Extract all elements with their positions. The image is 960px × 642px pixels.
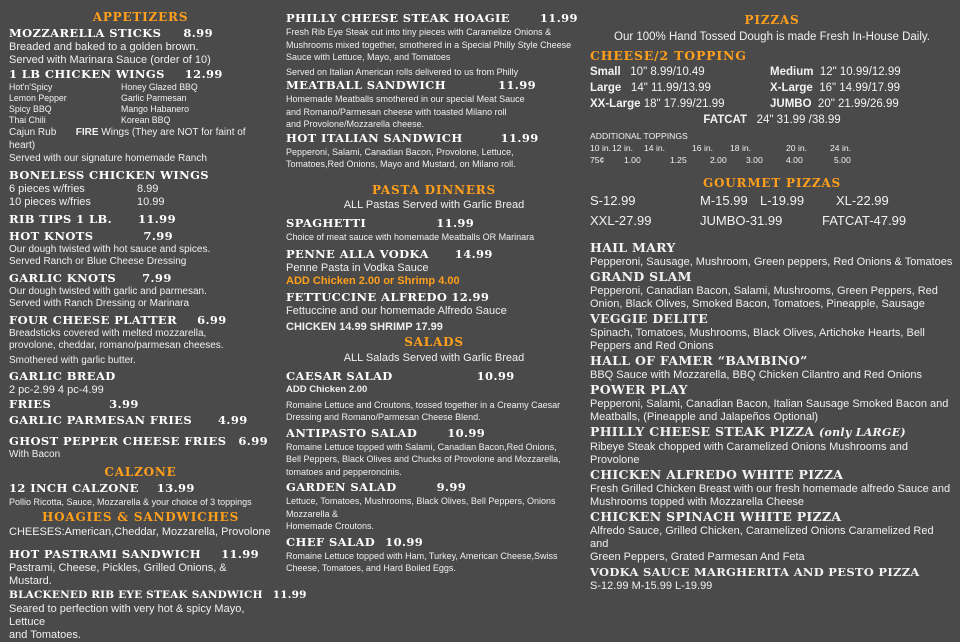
- wing-fire-row: Cajun Rub FIRE Wings (They are NOT for faint of heart): [9, 127, 246, 151]
- section-appetizers: APPETIZERS: [92, 10, 189, 24]
- pizza-chicken-alfredo-white: CHICKEN ALFREDO WHITE PIZZA: [590, 467, 844, 482]
- item-desc: Onion, Black Olives, Smoked Bacon, Tomatoes, Pineapple, Sausage: [590, 298, 925, 310]
- item-desc: BBQ Sauce with Mozzarella, BBQ Chicken Cilantro and Red Onions: [590, 369, 922, 381]
- section-calzone: CALZONE: [104, 464, 177, 479]
- item-desc: Alfredo Sauce, Grilled Chicken, Caramelized Onions Caramelized Red and: [590, 525, 934, 550]
- section-salads: SALADS: [404, 335, 464, 349]
- caesar-add-on: ADD Chicken 2.00: [286, 384, 368, 395]
- item-desc: Mushrooms mixed together, smothered in a Special Philly Style Cheese: [286, 39, 572, 50]
- item-desc: Ribeye Steak chopped with Caramelized Onions Mushrooms and: [590, 441, 908, 453]
- item-garlic-knots: GARLIC KNOTS 7.99: [9, 270, 172, 285]
- item-desc: and Tomatoes.: [9, 629, 81, 641]
- item-desc: Seared to perfection with very hot & spicy Mayo, Lettuce: [9, 603, 245, 628]
- item-fries: FRIES 3.99: [9, 397, 139, 411]
- item-desc: Green Peppers, Grated Parmesan And Feta: [590, 551, 805, 563]
- salads-note: ALL Salads Served with Garlic Bread: [343, 352, 525, 364]
- item-four-cheese-platter: FOUR CHEESE PLATTER 6.99: [9, 312, 227, 327]
- item-desc: Cheese, Tomatoes, and Hard Boiled Eggs.: [286, 563, 456, 573]
- pizza-chicken-spinach-white: CHICKEN SPINACH WHITE PIZZA: [590, 509, 842, 524]
- item-desc: Pepperoni, Canadian Bacon, Salami, Mushrooms, Green Peppers, Red: [590, 285, 938, 297]
- item-garlic-parmesan-fries: GARLIC PARMESAN FRIES 4.99: [9, 413, 248, 427]
- item-desc: Peppers and Red Onions: [590, 340, 714, 352]
- item-rib-eye-sandwich: BLACKENED RIB EYE STEAK SANDWICH 11.99: [9, 589, 307, 601]
- item-mozzarella-sticks: MOZZARELLA STICKS 8.99: [9, 26, 213, 40]
- item-desc: and Romano/Parmesan cheese with toasted Milano roll: [286, 106, 507, 117]
- boneless-10: 10 pieces w/fries 10.99: [9, 195, 165, 208]
- item-boneless-wings: BONELESS CHICKEN WINGS: [9, 167, 209, 182]
- pizza-size-list: [590, 64, 954, 128]
- pasta-note: ALL Pastas Served with Garlic Bread: [343, 198, 525, 211]
- topping-price-row: 75¢ 1.00 1.25 2.00 3.00 4.00 5.00: [590, 155, 851, 165]
- item-desc: Romaine Lettuce and Croutons, tossed together in a Creamy Caesar: [286, 399, 561, 410]
- size-row: XX-Large 18" 17.99/21.99 JUMBO 20" 21.99/26.99: [590, 98, 899, 110]
- item-desc: Pepperoni, Salami, Canadian Bacon, Italian Sausage Smoked Bacon and: [590, 398, 949, 410]
- item-desc: Smothered with garlic butter.: [9, 354, 136, 366]
- item-desc: Pepperoni, Sausage, Mushroom, Green peppers, Red Onions & Tomatoes: [590, 256, 953, 268]
- item-penne-vodka: PENNE ALLA VODKA 14.99: [286, 247, 493, 261]
- item-desc: Served Ranch or Blue Cheese Dressing: [9, 256, 187, 267]
- cheese-options: CHEESES:American,Cheddar, Mozzarella, Provolone: [9, 526, 271, 538]
- item-garden-salad: GARDEN SALAD 9.99: [286, 480, 467, 494]
- item-desc: Breadsticks covered with melted mozzarella,: [9, 327, 207, 339]
- item-desc: Romaine Lettuce topped with Salami, Canadian Bacon,Red Onions,: [286, 441, 557, 452]
- item-desc: S-12.99 M-15.99 L-19.99: [590, 580, 713, 592]
- cheese-topping-heading: CHEESE/2 TOPPING: [590, 48, 747, 63]
- item-desc: Pastrami, Cheese, Pickles, Grilled Onions, & Mustard.: [9, 562, 227, 587]
- item-hot-italian: HOT ITALIAN SANDWICH 11.99: [286, 130, 539, 145]
- item-desc: With Bacon: [9, 449, 61, 460]
- item-desc: Dressing and Romano/Parmesan Cheese Blend.: [286, 412, 481, 422]
- item-desc: Provolone: [590, 454, 640, 466]
- item-desc: Homemade Croutons.: [286, 521, 375, 531]
- item-desc: Fettuccine and our homemade Alfredo Sauce: [286, 305, 507, 317]
- size-row: Large 14" 11.99/13.99 X-Large 16" 14.99/17.99: [590, 82, 901, 94]
- pizza-vodka-margherita-pesto: VODKA SAUCE MARGHERITA AND PESTO PIZZA: [590, 565, 920, 579]
- wing-flavor-row: Thai Chili Korean BBQ: [9, 115, 171, 125]
- item-desc: Served on Italian American rolls delivered to us from Philly: [286, 66, 519, 77]
- item-desc: Served with our signature homemade Ranch: [9, 153, 207, 164]
- item-desc: Penne Pasta in Vodka Sauce: [286, 262, 429, 274]
- item-desc: Pollio Ricotta, Sauce, Mozzarella & your choice of 3 toppings: [9, 496, 252, 507]
- topping-size-row: 10 in. 12 in. 14 in. 16 in. 18 in. 20 in. 24 in.: [590, 143, 852, 153]
- wing-flavor-row: Hot'n'Spicy Honey Glazed BBQ: [9, 82, 198, 92]
- item-desc: 2 pc-2.99 4 pc-4.99: [9, 384, 104, 396]
- pizza-grand-slam: GRAND SLAM: [590, 269, 692, 284]
- item-desc: Romaine Lettuce topped with Ham, Turkey, American Cheese,Swiss: [286, 550, 558, 561]
- item-philly-hoagie: PHILLY CHEESE STEAK HOAGIE 11.99: [286, 11, 578, 25]
- item-desc: Bell Peppers, Black Olives and Chucks of Provolone and Mozzarella,: [286, 454, 561, 464]
- size-row: Small 10" 8.99/10.49 Medium 12" 10.99/12.99: [590, 66, 901, 78]
- item-desc: Homemade Meatballs smothered in our special Meat Sauce: [286, 94, 525, 104]
- section-pizzas: PIZZAS: [744, 13, 800, 27]
- item-desc: Served with Marinara Sauce (order of 10): [9, 54, 211, 66]
- section-pasta: PASTA DINNERS: [371, 182, 497, 197]
- item-fettuccine-alfredo: FETTUCCINE ALFREDO 12.99: [286, 290, 490, 304]
- item-desc: Our dough twisted with hot sauce and spices.: [9, 243, 211, 255]
- pizza-veggie-delite: VEGGIE DELITE: [590, 311, 709, 326]
- item-desc: Tomatoes,Red Onions, Mayo and Mustard, on Milano roll.: [286, 159, 516, 169]
- item-desc: Lettuce, Tomatoes, Mushrooms, Black Olives, Bell Peppers, Onions Mozzarella &: [286, 496, 556, 519]
- item-garlic-bread: GARLIC BREAD: [9, 369, 116, 383]
- item-desc: Mushrooms topped with Mozzarella Cheese: [590, 496, 804, 508]
- item-desc: Pepperoni, Salami, Canadian Bacon, Provolone, Lettuce,: [286, 146, 514, 157]
- item-desc: and Provolone/Mozzarella cheese.: [286, 119, 425, 129]
- item-desc: tomatoes and pepperoncinis.: [286, 466, 402, 477]
- section-hoagies: HOAGIES & SANDWICHES: [41, 510, 240, 524]
- item-desc: provolone, cheddar, romano/parmesan cheeses.: [9, 340, 224, 351]
- item-caesar-salad: CAESAR SALAD 10.99: [286, 369, 515, 383]
- section-gourmet-pizzas: GOURMET PIZZAS: [702, 176, 841, 190]
- additional-toppings-heading: ADDITIONAL TOPPINGS: [590, 131, 688, 141]
- wing-flavor-row: Lemon Pepper Garlic Parmesan: [9, 93, 187, 103]
- boneless-6: 6 pieces w/fries 8.99: [9, 182, 159, 195]
- item-spaghetti: SPAGHETTI 11.99: [286, 215, 475, 230]
- item-chicken-wings: 1 LB CHICKEN WINGS 12.99: [9, 67, 223, 81]
- item-desc: Fresh Rib Eye Steak cut into tiny pieces with Caramelize Onions &: [286, 27, 552, 37]
- item-desc: Fresh Grilled Chicken Breast with our fresh homemade alfredo Sauce and: [590, 483, 951, 495]
- gourmet-price-row: XXL-27.99 JUMBO-31.99 FATCAT-47.99: [590, 213, 907, 228]
- item-antipasto-salad: ANTIPASTO SALAD 10.99: [286, 425, 486, 440]
- item-rib-tips: RIB TIPS 1 LB. 11.99: [9, 211, 176, 226]
- vodka-add-on: ADD Chicken 2.00 or Shrimp 4.00: [286, 275, 460, 287]
- pizza-hail-mary: HAIL MARY: [590, 240, 676, 255]
- item-desc: Choice of meat sauce with homemade Meatballs OR Marinara: [286, 231, 535, 242]
- menu-column-1: [0, 0, 307, 641]
- dough-note: Our 100% Hand Tossed Dough is made Fresh In-House Daily.: [614, 31, 930, 43]
- item-hot-knots: HOT KNOTS 7.99: [9, 228, 174, 243]
- pizza-hall-of-famer: HALL OF FAMER “BAMBINO”: [590, 353, 808, 368]
- item-desc: Meatballs, (Pineapple and Jalapeños Optional): [590, 411, 819, 423]
- item-chef-salad: CHEF SALAD 10.99: [286, 534, 424, 549]
- item-ghost-pepper-fries: GHOST PEPPER CHEESE FRIES 6.99: [9, 434, 269, 448]
- item-desc: Sauce with Lettuce, Mayo, and Tomatoes: [286, 52, 451, 62]
- item-desc: Served with Ranch Dressing or Marinara: [9, 298, 190, 309]
- pizza-power-play: POWER PLAY: [590, 382, 688, 397]
- item-desc: Our dough twisted with garlic and parmesan.: [9, 285, 207, 297]
- gourmet-price-row: S-12.99 M-15.99 L-19.99 XL-22.99: [590, 193, 889, 208]
- menu-column-3: [584, 0, 960, 600]
- pizza-philly-cheese-steak: PHILLY CHEESE STEAK PIZZA (only LARGE): [590, 424, 906, 439]
- item-calzone: 12 INCH CALZONE 13.99: [9, 480, 195, 495]
- item-desc: Spinach, Tomatoes, Mushrooms, Black Olives, Artichoke Hearts, Bell: [590, 327, 925, 339]
- item-desc: Breaded and baked to a golden brown.: [9, 41, 199, 53]
- item-meatball-sandwich: MEATBALL SANDWICH 11.99: [286, 78, 537, 92]
- menu-column-2: [278, 0, 586, 600]
- item-hot-pastrami: HOT PASTRAMI SANDWICH 11.99: [9, 547, 260, 561]
- wing-flavor-row: Spicy BBQ Mango Habanero: [9, 104, 189, 114]
- size-fatcat: FATCAT 24" 31.99 /38.99: [703, 114, 841, 126]
- alfredo-options: CHICKEN 14.99 SHRIMP 17.99: [286, 321, 443, 333]
